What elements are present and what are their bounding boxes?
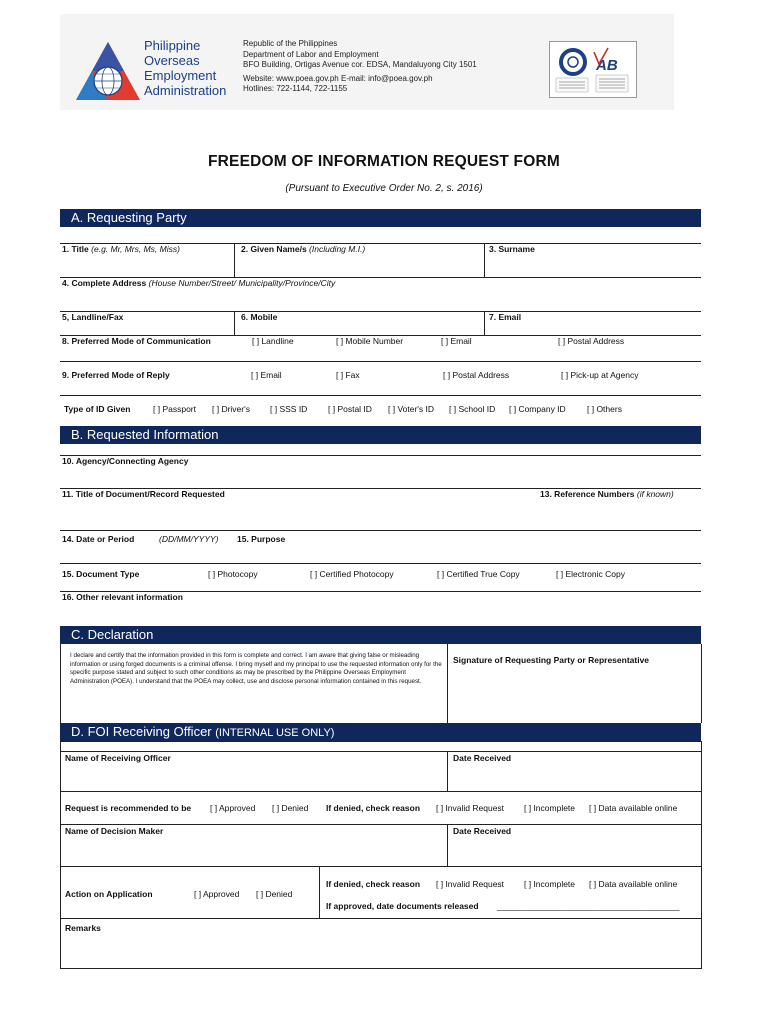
reply-mode-label: 9. Preferred Mode of Reply bbox=[62, 370, 170, 380]
landline-field-label[interactable]: 5, Landline/Fax bbox=[62, 312, 124, 322]
divider bbox=[484, 243, 485, 277]
contact-line: Hotlines: 722-1144, 722-1155 bbox=[243, 84, 348, 93]
section-a-heading: A. Requesting Party bbox=[60, 209, 701, 227]
org-name-line: Employment bbox=[144, 68, 217, 83]
declaration-text: I declare and certify that the information provided in this form is complete and correct. I am aware that giving false or misleading information or using forged documents is a criminal offense. I bring myself and my principal to use the requested information only for the specific purpose stated and subject to such other conditions as may be prescribed by the Philippine Overseas Employment Administration (POEA). I understand that the POEA may collect, use and disclose personal information contained in this request. bbox=[70, 652, 442, 685]
recommendation-label: Request is recommended to be bbox=[65, 803, 192, 813]
organization-name bbox=[144, 38, 240, 98]
divider bbox=[60, 563, 701, 564]
agency-contact-block bbox=[243, 39, 477, 95]
section-b-heading: B. Requested Information bbox=[60, 426, 701, 444]
title-field-label[interactable]: 1. Title (e.g. Mr, Mrs, Ms, Miss) bbox=[62, 244, 180, 254]
section-c-heading: C. Declaration bbox=[60, 626, 701, 644]
form-title: FREEDOM OF INFORMATION REQUEST FORM bbox=[207, 153, 560, 170]
document-type-label: 15. Document Type bbox=[62, 569, 140, 579]
form-subtitle: (Pursuant to Executive Order No. 2, s. 2016) bbox=[285, 183, 483, 194]
id-school-checkbox[interactable]: [ ] School ID bbox=[449, 404, 496, 414]
signature-field-label[interactable]: Signature of Requesting Party or Representative bbox=[453, 655, 650, 665]
email-field-label[interactable]: 7. Email bbox=[489, 312, 522, 322]
communication-mode-label: 8. Preferred Mode of Communication bbox=[62, 336, 211, 346]
action-approved-checkbox[interactable]: [ ] Approved bbox=[194, 889, 240, 899]
contact-line: Department of Labor and Employment bbox=[243, 49, 379, 59]
reference-numbers-field-label[interactable]: 13. Reference Numbers (if known) bbox=[540, 489, 674, 499]
divider bbox=[60, 791, 701, 792]
comm-mobile-checkbox[interactable]: [ ] Mobile Number bbox=[336, 336, 404, 346]
comm-postal-checkbox[interactable]: [ ] Postal Address bbox=[558, 336, 625, 346]
action-denied-checkbox[interactable]: [ ] Denied bbox=[256, 889, 293, 899]
approved-date-label: If approved, date documents released bbox=[326, 901, 479, 911]
comm-landline-checkbox[interactable]: [ ] Landline bbox=[252, 336, 294, 346]
reason-incomplete-checkbox[interactable]: [ ] Incomplete bbox=[524, 803, 576, 813]
reason-online-checkbox[interactable]: [ ] Data available online bbox=[589, 803, 678, 813]
date-received-field-label-2[interactable]: Date Received bbox=[453, 826, 512, 836]
reply-email-checkbox[interactable]: [ ] Email bbox=[251, 370, 282, 380]
divider bbox=[60, 866, 701, 867]
org-name-line: Overseas bbox=[144, 53, 200, 68]
date-period-field-label[interactable]: 14. Date or Period bbox=[62, 534, 135, 544]
divider bbox=[60, 741, 701, 742]
denied-reason-label-2: If denied, check reason bbox=[326, 879, 421, 889]
id-passport-checkbox[interactable]: [ ] Passport bbox=[153, 404, 196, 414]
divider bbox=[60, 644, 61, 723]
poea-logo-icon bbox=[74, 40, 142, 102]
recommend-denied-checkbox[interactable]: [ ] Denied bbox=[272, 803, 309, 813]
reason-online-checkbox-2[interactable]: [ ] Data available online bbox=[589, 879, 678, 889]
contact-line: Website: www.poea.gov.ph E-mail: info@poea.gov.ph bbox=[243, 73, 433, 83]
purpose-field-label[interactable]: 15. Purpose bbox=[237, 534, 286, 544]
mobile-field-label[interactable]: 6. Mobile bbox=[241, 312, 278, 322]
surname-field-label[interactable]: 3. Surname bbox=[489, 244, 535, 254]
doctype-photocopy-checkbox[interactable]: [ ] Photocopy bbox=[208, 569, 258, 579]
divider bbox=[447, 824, 448, 866]
divider bbox=[701, 644, 702, 723]
divider bbox=[234, 311, 235, 335]
id-sss-checkbox[interactable]: [ ] SSS ID bbox=[270, 404, 308, 414]
reply-postal-checkbox[interactable]: [ ] Postal Address bbox=[443, 370, 510, 380]
divider bbox=[60, 751, 701, 752]
id-company-checkbox[interactable]: [ ] Company ID bbox=[509, 404, 566, 414]
org-name-line: Administration bbox=[144, 83, 227, 98]
contact-line: BFO Building, Ortigas Avenue cor. EDSA, Mandaluyong City 1501 bbox=[243, 60, 477, 69]
divider bbox=[234, 243, 235, 277]
receiving-officer-field-label[interactable]: Name of Receiving Officer bbox=[65, 753, 171, 763]
comm-email-checkbox[interactable]: [ ] Email bbox=[441, 336, 472, 346]
svg-text:AB: AB bbox=[596, 57, 618, 74]
approved-date-input[interactable]: _________________________________________ bbox=[497, 902, 680, 911]
date-received-field-label[interactable]: Date Received bbox=[453, 753, 512, 763]
iso-certification-seal-icon bbox=[549, 41, 637, 98]
recommend-approved-checkbox[interactable]: [ ] Approved bbox=[210, 803, 256, 813]
decision-maker-field-label[interactable]: Name of Decision Maker bbox=[65, 826, 164, 836]
divider bbox=[60, 361, 701, 362]
doctype-certified-true-copy-checkbox[interactable]: [ ] Certified True Copy bbox=[437, 569, 520, 579]
section-d-heading: D. FOI Receiving Officer (INTERNAL USE ONLY) bbox=[60, 723, 701, 741]
divider bbox=[60, 395, 701, 396]
divider bbox=[60, 530, 701, 531]
contact-line: Republic of the Philippines bbox=[243, 39, 338, 48]
divider bbox=[484, 311, 485, 335]
id-postal-checkbox[interactable]: [ ] Postal ID bbox=[328, 404, 372, 414]
id-voters-checkbox[interactable]: [ ] Voter's ID bbox=[388, 404, 435, 414]
reason-incomplete-checkbox-2[interactable]: [ ] Incomplete bbox=[524, 879, 576, 889]
remarks-field-label[interactable]: Remarks bbox=[65, 923, 101, 933]
date-format-hint: (DD/MM/YYYY) bbox=[159, 534, 219, 544]
given-name-field-label[interactable]: 2. Given Name/s (Including M.I.) bbox=[241, 244, 366, 254]
divider bbox=[447, 751, 448, 791]
divider bbox=[60, 968, 702, 969]
divider bbox=[60, 824, 701, 825]
id-drivers-checkbox[interactable]: [ ] Driver's bbox=[212, 404, 250, 414]
divider bbox=[60, 741, 61, 969]
divider bbox=[60, 311, 701, 312]
reason-invalid-checkbox[interactable]: [ ] Invalid Request bbox=[436, 803, 505, 813]
divider bbox=[447, 644, 448, 723]
document-title-field-label[interactable]: 11. Title of Document/Record Requested bbox=[62, 489, 225, 499]
reason-invalid-checkbox-2[interactable]: [ ] Invalid Request bbox=[436, 879, 505, 889]
agency-field-label[interactable]: 10. Agency/Connecting Agency bbox=[62, 456, 189, 466]
id-others-checkbox[interactable]: [ ] Others bbox=[587, 404, 622, 414]
address-field-label[interactable]: 4. Complete Address (House Number/Street/ Municipality/Province/City bbox=[62, 278, 336, 288]
doctype-certified-photocopy-checkbox[interactable]: [ ] Certified Photocopy bbox=[310, 569, 394, 579]
divider bbox=[701, 741, 702, 969]
id-type-label: Type of ID Given bbox=[64, 404, 131, 414]
other-info-field-label[interactable]: 16. Other relevant information bbox=[62, 592, 183, 602]
divider bbox=[319, 866, 320, 918]
doctype-electronic-copy-checkbox[interactable]: [ ] Electronic Copy bbox=[556, 569, 625, 579]
action-label: Action on Application bbox=[65, 889, 153, 899]
divider bbox=[60, 918, 701, 919]
reply-fax-checkbox[interactable]: [ ] Fax bbox=[336, 370, 360, 380]
denied-reason-label: If denied, check reason bbox=[326, 803, 421, 813]
reply-pickup-checkbox[interactable]: [ ] Pick-up at Agency bbox=[561, 370, 639, 380]
org-name-line: Philippine bbox=[144, 38, 201, 53]
